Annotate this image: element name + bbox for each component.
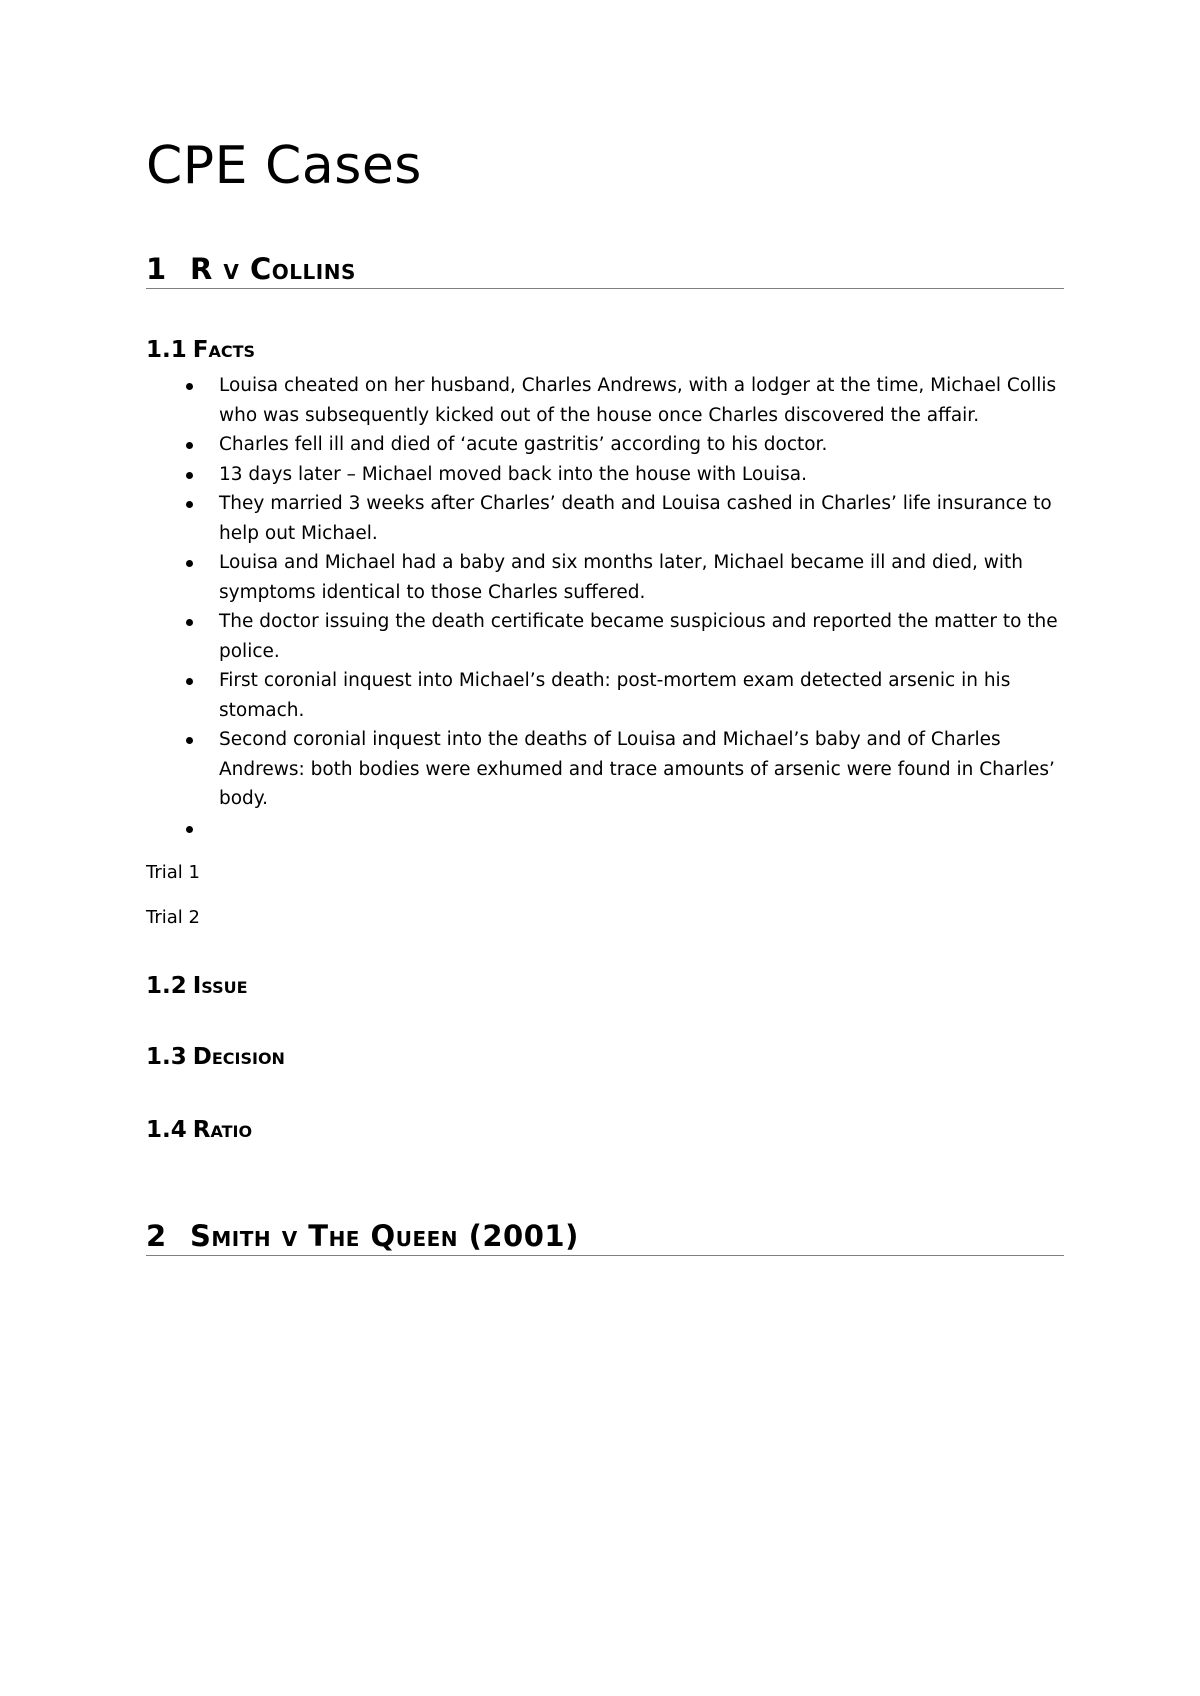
list-item: [146, 460, 1064, 490]
section-number: 1: [146, 252, 167, 286]
bullet-icon: [186, 826, 193, 833]
section-title: Smith v The Queen (2001): [190, 1219, 579, 1253]
subsection-title: Ratio: [192, 1117, 253, 1143]
list-item: [146, 430, 1064, 460]
bullet-icon: [186, 619, 193, 626]
subsection-1-3-heading: [146, 1046, 285, 1069]
subsection-title: Decision: [192, 1044, 285, 1070]
list-item: [146, 814, 1064, 844]
bullet-icon: [186, 442, 193, 449]
list-item: [146, 548, 1064, 607]
subsection-number: 1.4: [146, 1117, 187, 1143]
paragraph-trial-2: Trial 2: [146, 907, 200, 928]
paragraph-trial-1: Trial 1: [146, 862, 200, 883]
subsection-number: 1.2: [146, 973, 187, 999]
list-item: [146, 607, 1064, 666]
bullet-icon: [186, 737, 193, 744]
subsection-title: Facts: [192, 337, 256, 363]
subsection-1-4-heading: [146, 1119, 252, 1142]
bullet-icon: [186, 678, 193, 685]
section-title: R v Collins: [190, 252, 356, 286]
subsection-number: 1.3: [146, 1044, 187, 1070]
document-title: CPE Cases: [146, 136, 422, 196]
bullet-icon: [186, 383, 193, 390]
section-1-heading: [146, 252, 1064, 289]
bullet-icon: [186, 560, 193, 567]
list-item-text: Charles fell ill and died of ‘acute gastritis’ according to his doctor.: [219, 434, 828, 455]
section-number: 2: [146, 1219, 167, 1253]
list-item: [146, 489, 1064, 548]
subsection-title: Issue: [192, 973, 248, 999]
subsection-1-2-heading: [146, 975, 248, 998]
list-item-text: Louisa and Michael had a baby and six months later, Michael became ill and died, with symptoms identical to those Charles suffered.: [219, 552, 1023, 603]
list-item-text: Louisa cheated on her husband, Charles Andrews, with a lodger at the time, Michael Collis who was subsequently kicked out of the house once Charles discovered the affair.: [219, 375, 1057, 426]
subsection-number: 1.1: [146, 337, 187, 363]
subsection-1-1-heading: [146, 339, 255, 362]
bullet-icon: [186, 472, 193, 479]
list-item: [146, 725, 1064, 814]
list-item: [146, 371, 1064, 430]
list-item-text: 13 days later – Michael moved back into the house with Louisa.: [219, 463, 807, 485]
list-item-text: Second coronial inquest into the deaths of Louisa and Michael’s baby and of Charles Andrews: both bodies were exhumed and trace amounts of arsenic were found in Charles’ body.: [219, 729, 1055, 809]
facts-bullet-list: [146, 371, 1064, 843]
list-item-text: They married 3 weeks after Charles’ death and Louisa cashed in Charles’ life insurance to help out Michael.: [219, 493, 1052, 544]
bullet-icon: [186, 501, 193, 508]
list-item-text: The doctor issuing the death certificate became suspicious and reported the matter to the police.: [219, 611, 1058, 662]
list-item: [146, 666, 1064, 725]
list-item-text: First coronial inquest into Michael’s death: post-mortem exam detected arsenic in his stomach.: [219, 670, 1011, 721]
section-2-heading: [146, 1219, 1064, 1256]
